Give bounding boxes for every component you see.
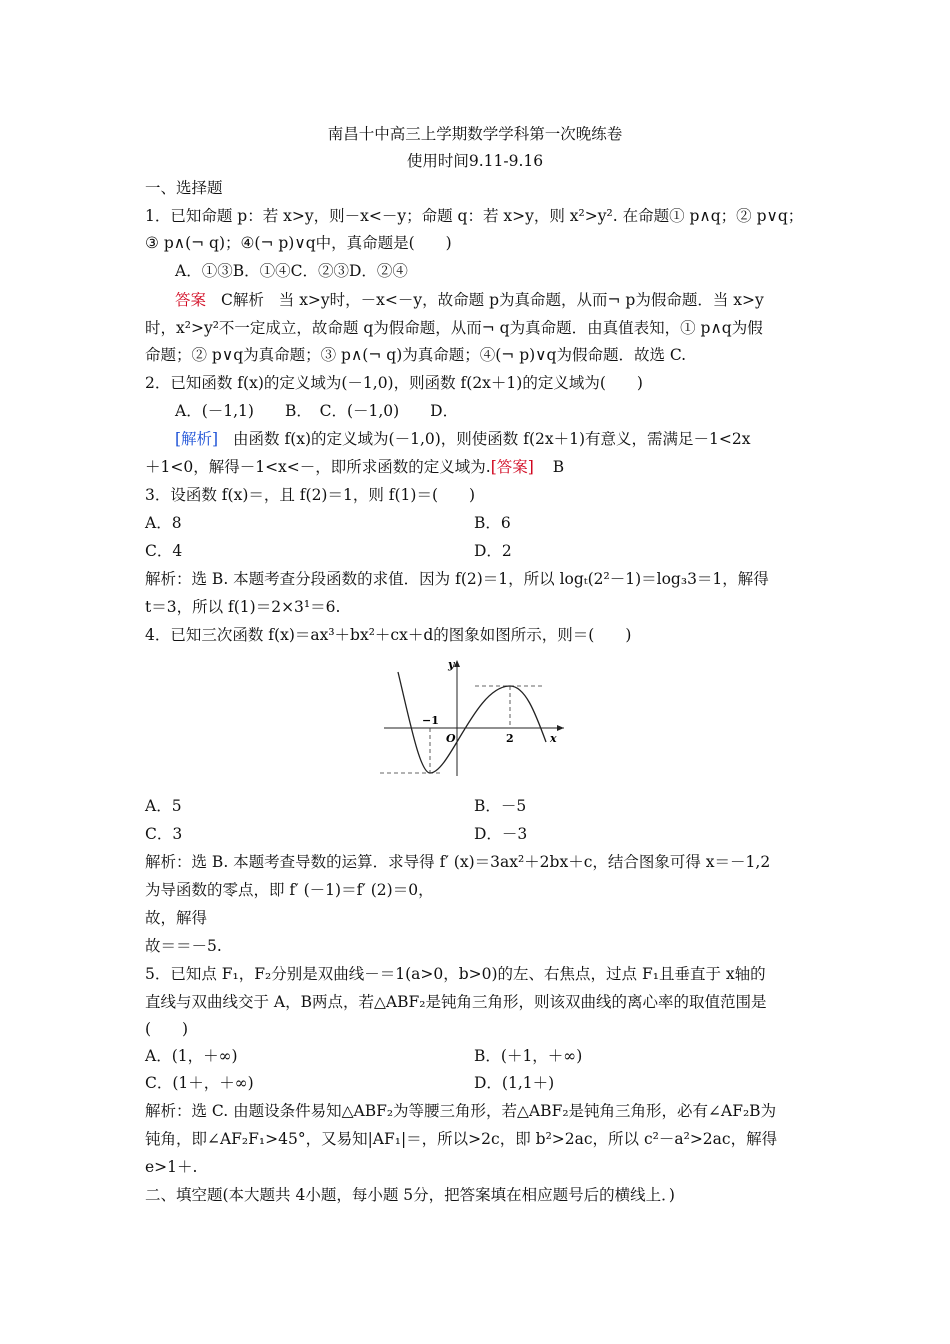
y-axis-label: y <box>448 658 455 671</box>
q2-line: 2．已知函数 f(x)的定义域为(－1,0)，则函数 f(2x＋1)的定义域为( ) <box>145 374 643 392</box>
q4-analysis-line: 故，解得 <box>145 909 208 927</box>
answer-value: B <box>552 458 565 476</box>
q5-line: 直线与双曲线交于 A，B两点，若△ABF₂是钝角三角形，则该双曲线的离心率的取值范围是 <box>145 993 767 1011</box>
origin-label: O <box>446 732 456 745</box>
document-title: 南昌十中高三上学期数学学科第一次晚练卷 <box>327 125 623 143</box>
q4-option-c: C．3 <box>145 825 183 843</box>
analysis-text: ＋1<0，解得－1<x<－，即所求函数的定义域为. <box>145 458 491 476</box>
x-axis-arrow <box>557 725 564 731</box>
section-heading: 一、选择题 <box>145 179 223 197</box>
q3-option-d: D．2 <box>474 542 512 560</box>
analysis-tag: [解析] <box>175 430 219 448</box>
q4-analysis-line: 为导函数的零点，即 f′ (－1)＝f′ (2)＝0， <box>145 881 434 899</box>
q2-analysis-line <box>175 429 750 449</box>
q3-option-a: A．8 <box>145 514 182 532</box>
q4-option-b: B．－5 <box>474 797 527 815</box>
cubic-function-graph <box>380 652 570 782</box>
q5-option-a: A．(1，＋∞) <box>145 1047 238 1065</box>
q3-option-c: C．4 <box>145 542 183 560</box>
answer-text: 当 x>y时，－x<－y，故命题 p为真命题，从而¬ p为假命题．当 x>y <box>278 291 764 309</box>
document-subtitle: 使用时间9.11-9.16 <box>406 152 544 170</box>
q1-answer-line <box>175 290 764 310</box>
q1-options: A．①③B．①④C．②③D．②④ <box>175 262 408 280</box>
q4-analysis-line: 解析：选 B. 本题考查导数的运算．求导得 f′ (x)＝3ax²＋2bx＋c，结合图象可得 x＝－1,2 <box>145 853 771 871</box>
q5-line: ( ) <box>145 1020 189 1038</box>
q2-analysis-line <box>145 457 564 477</box>
q3-analysis-line: 解析：选 B. 本题考查分段函数的求值．因为 f(2)＝1，所以 logₜ(2²－1)＝log₃3＝1，解得 <box>145 570 769 588</box>
q3-analysis-line: t＝3，所以 f(1)＝2×3¹＝6. <box>145 598 341 616</box>
x-axis-label: x <box>550 732 557 745</box>
q2-options: A．(－1,1) B． C．(－1,0) D． <box>175 402 459 420</box>
tick-label-two: 2 <box>506 732 514 745</box>
answer-tag: C解析 <box>220 291 264 309</box>
q4-analysis-line: 故＝＝－5. <box>145 937 222 955</box>
q1-answer-line: 时，x²>y²不一定成立，故命题 q为假命题，从而¬ q为真命题．由真值表知，① p∧q为假 <box>145 319 763 337</box>
q4-option-d: D．－3 <box>474 825 528 843</box>
q5-analysis-line: 钝角，即∠AF₂F₁>45°，又易知|AF₁|＝，所以>2c，即 b²>2ac，所以 c²－a²>2ac，解得 <box>145 1130 778 1148</box>
tick-label-neg-one: −1 <box>422 714 439 727</box>
q3-line: 3．设函数 f(x)＝，且 f(2)＝1，则 f(1)＝( ) <box>145 486 476 504</box>
answer-tag: [答案] <box>490 458 534 476</box>
q4-option-a: A．5 <box>145 797 182 815</box>
q1-answer-line: 命题；② p∨q为真命题；③ p∧(¬ q)为真命题；④(¬ p)∨q为假命题．故选 C. <box>145 346 687 364</box>
q5-option-c: C．(1＋，＋∞) <box>145 1074 254 1092</box>
analysis-text: 由函数 f(x)的定义域为(－1,0)，则使函数 f(2x＋1)有意义，需满足－1<2x <box>233 430 751 448</box>
q5-option-b: B．(＋1，＋∞) <box>474 1047 583 1065</box>
q3-option-b: B．6 <box>474 514 511 532</box>
q1-line: 1．已知命题 p：若 x>y，则－x<－y；命题 q：若 x>y，则 x²>y². 在命题① p∧q；② p∨q； <box>145 207 804 225</box>
q5-analysis-line: 解析：选 C. 由题设条件易知△ABF₂为等腰三角形，若△ABF₂是钝角三角形，必有∠AF₂B为 <box>145 1102 777 1120</box>
q5-option-d: D．(1,1＋) <box>474 1074 555 1092</box>
section-heading: 二、填空题(本大题共 4小题，每小题 5分，把答案填在相应题号后的横线上．) <box>145 1186 675 1204</box>
q4-line: 4．已知三次函数 f(x)＝ax³＋bx²＋cx＋d的图象如图所示，则＝( ) <box>145 626 632 644</box>
cubic-curve <box>398 672 546 773</box>
answer-label: 答案 <box>175 291 207 309</box>
q5-line: 5．已知点 F₁，F₂分别是双曲线－＝1(a>0，b>0)的左、右焦点，过点 F₁且垂直于 x轴的 <box>145 965 766 983</box>
y-axis-arrow <box>454 660 460 667</box>
q1-line: ③ p∧(¬ q)；④(¬ p)∨q中，真命题是( ) <box>145 234 452 252</box>
q5-analysis-line: e>1＋. <box>145 1158 198 1176</box>
